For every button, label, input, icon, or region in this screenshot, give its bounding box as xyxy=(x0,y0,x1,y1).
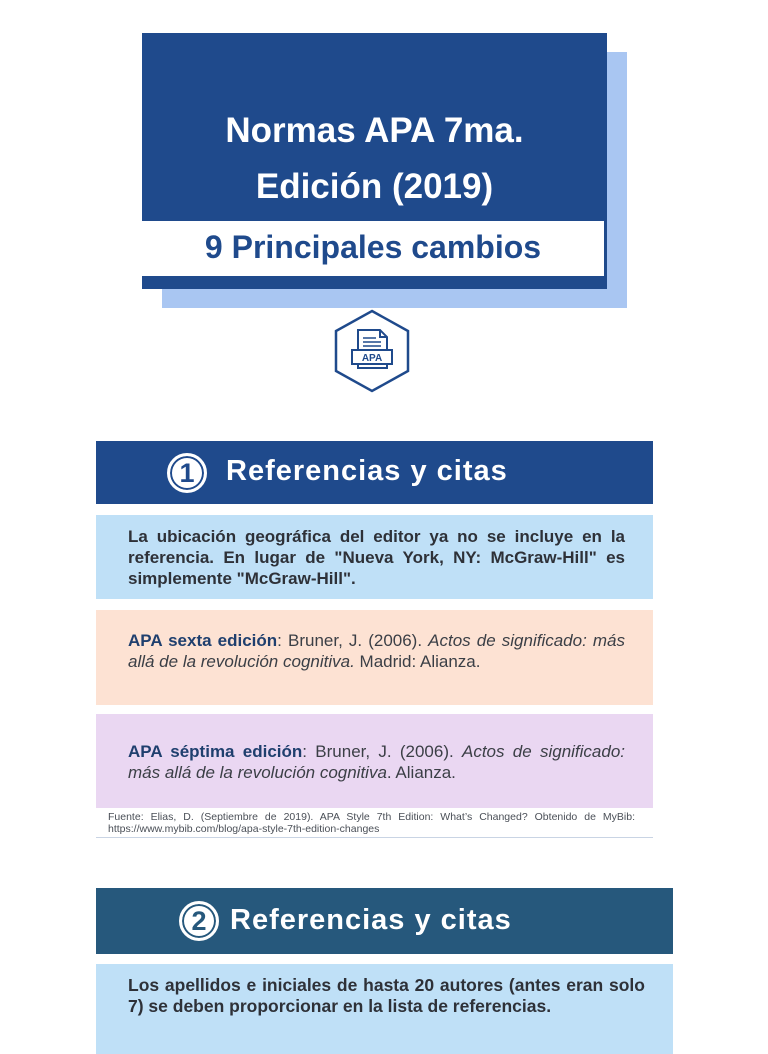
seventh-edition-label: APA séptima edición xyxy=(128,742,303,761)
section-1-number: 1 xyxy=(167,453,207,493)
section-1-source: Fuente: Elias, D. (Septiembre de 2019). APA Style 7th Edition: What’s Changed? Obtenido de MyBib: https://www.mybib.com/blog/apa-style-7th-edition-changes xyxy=(96,811,653,838)
page-title xyxy=(142,103,607,215)
seventh-edition-book: Actos de significado: más allá de la revolución cognitiva xyxy=(128,742,626,782)
section-1-seventh-edition xyxy=(96,714,653,808)
subtitle-box xyxy=(142,221,604,276)
sixth-edition-author: Bruner, J. (2006). xyxy=(281,631,429,650)
section-2-number: 2 xyxy=(179,901,219,941)
apa-document-icon xyxy=(333,308,411,394)
section-2-heading: Referencias y citas xyxy=(230,904,512,936)
sixth-edition-sep: : xyxy=(277,631,282,650)
section-1-header xyxy=(96,441,653,504)
title-line-1: Normas APA 7ma. xyxy=(225,111,524,150)
seventh-edition-sep: : xyxy=(302,742,308,761)
section-2-summary: Los apellidos e iniciales de hasta 20 autores (antes eran solo 7) se deben proporcionar en la lista de referencias. xyxy=(96,964,673,1054)
title-line-2: Edición (2019) xyxy=(255,167,494,206)
sixth-edition-tail: Madrid: Alianza. xyxy=(354,652,481,671)
page-subtitle: 9 Principales cambios xyxy=(204,229,542,265)
section-2-header xyxy=(96,888,673,954)
section-1-heading: Referencias y citas xyxy=(226,455,508,487)
sixth-edition-book: Actos de significado: más allá de la revolución cognitiva. xyxy=(128,631,626,671)
section-1-sixth-edition xyxy=(96,610,653,705)
seventh-edition-author: Bruner, J. (2006). xyxy=(307,742,462,761)
apa-badge-label: APA xyxy=(361,353,383,364)
seventh-edition-tail: . Alianza. xyxy=(386,763,456,782)
section-1-summary: La ubicación geográfica del editor ya no se incluye en la referencia. En lugar de "Nueva York, NY: McGraw-Hill" es simplemente "McGraw-Hill". xyxy=(96,515,653,599)
sixth-edition-label: APA sexta edición xyxy=(128,631,278,650)
